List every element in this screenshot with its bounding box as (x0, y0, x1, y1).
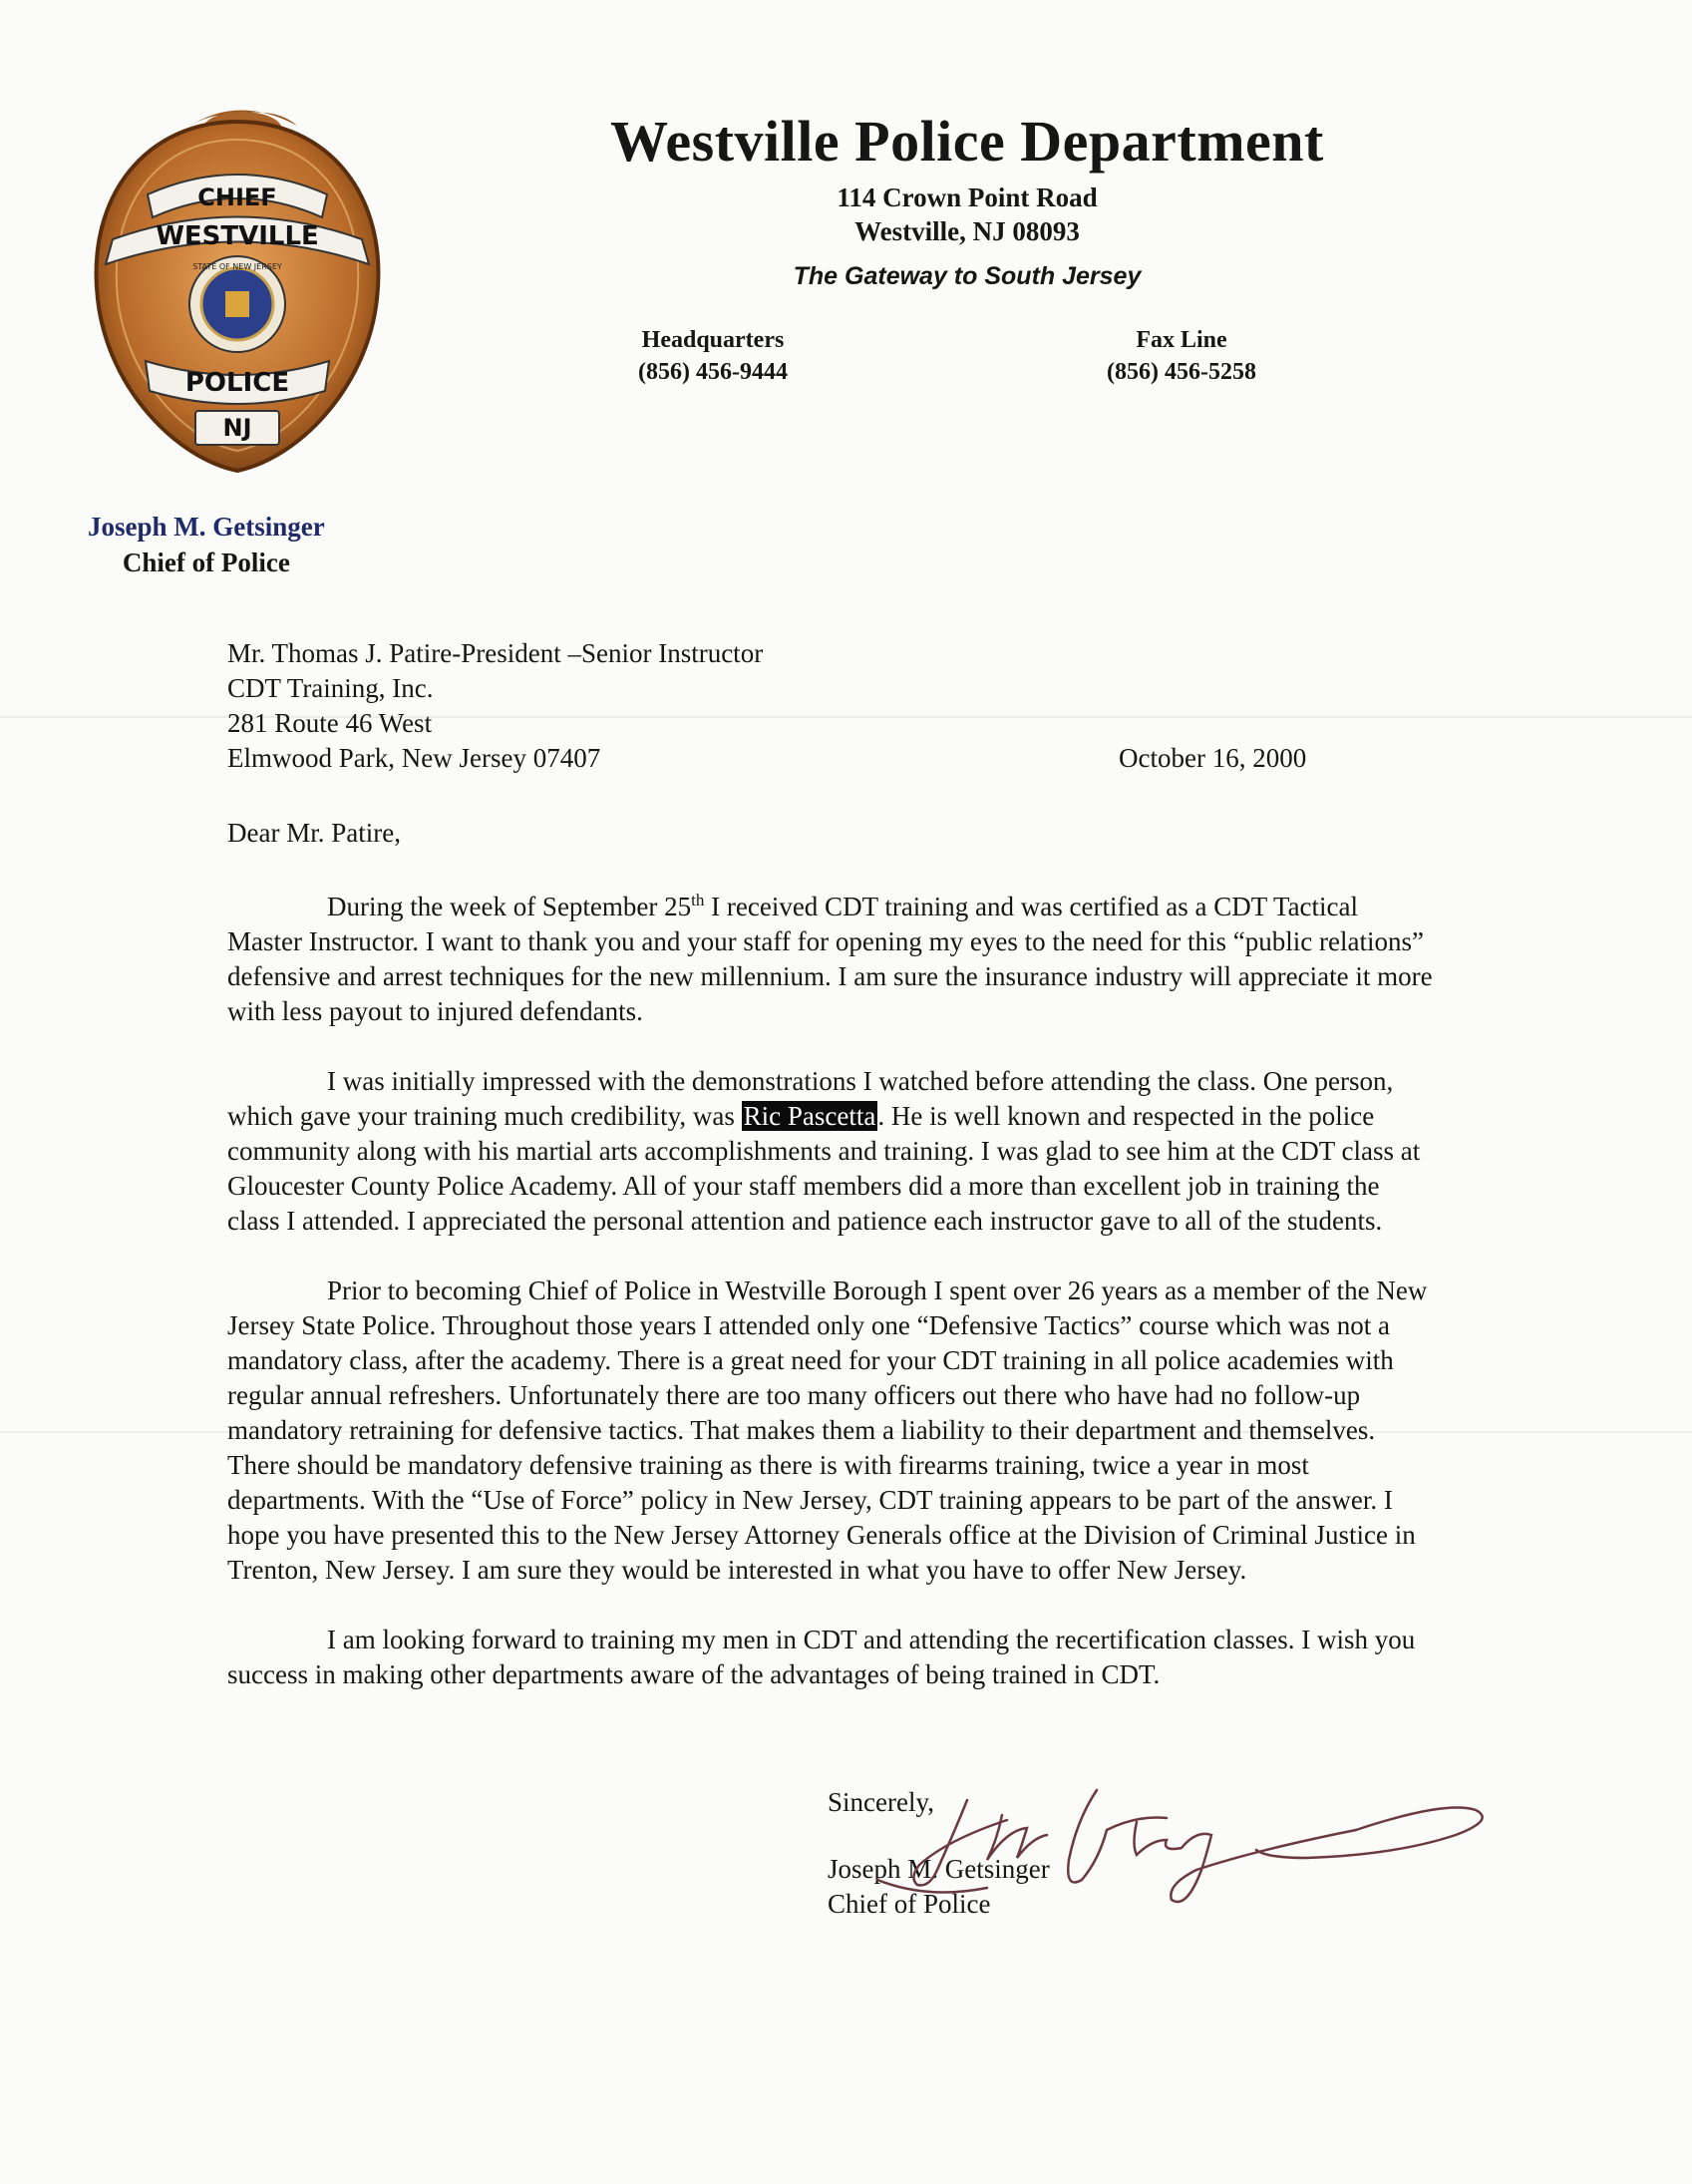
recipient-line-4: Elmwood Park, New Jersey 07407 (227, 743, 601, 773)
chief-name: Joseph M. Getsinger (88, 512, 325, 542)
paragraph-1-text-b: I received CDT training and was certified as a CDT Tactical Master Instructor. I want to thank you and your staff for opening my eyes to the need for this “public relations” defensive and arrest techniques for the new millennium. I am sure the insurance industry will appreciate it more with less payout to injured defendants. (227, 892, 1433, 1026)
chief-block (88, 509, 325, 580)
signer-name: Joseph M. Getsinger (828, 1854, 1050, 1884)
recipient-line-2: CDT Training, Inc. (227, 673, 434, 703)
chief-title: Chief of Police (122, 547, 290, 577)
paragraph-1-text-a: During the week of September 25 (327, 892, 692, 921)
department-motto: The Gateway to South Jersey (793, 262, 1142, 290)
paragraph-2-text-a: I was initially impressed with the demonstrations I watched before attending the class. One person, which gave your training much credibility, was (227, 1066, 1394, 1131)
fax-phone: (856) 456-5258 (1107, 359, 1256, 385)
department-name: Westville Police Department (610, 109, 1324, 174)
letterhead (518, 108, 1416, 291)
paragraph-4: I am looking forward to training my men in CDT and attending the recertification classes. I wish you success in making other departments aware of the advantages of being trained in CDT. (227, 1625, 1416, 1689)
fax-label: Fax Line (1136, 327, 1227, 353)
signer-title: Chief of Police (828, 1889, 991, 1919)
headquarters-phone: (856) 456-9444 (638, 359, 788, 385)
badge-nj-text: NJ (222, 414, 252, 442)
recipient-line-1: Mr. Thomas J. Patire-President –Senior Instructor (227, 638, 764, 668)
recipient-address (227, 636, 763, 776)
valediction: Sincerely, (828, 1787, 934, 1817)
headquarters-label: Headquarters (641, 327, 785, 353)
badge-seal-text: STATE OF NEW JERSEY (192, 262, 282, 271)
letter-date: October 16, 2000 (1119, 743, 1307, 773)
police-badge-logo (78, 100, 397, 479)
paragraph-1 (227, 883, 1434, 1029)
headquarters-contact (638, 324, 788, 388)
highlighted-name: Ric Pascetta (743, 1101, 876, 1131)
handwritten-signature (838, 1760, 1496, 1920)
address-line-2: Westville, NJ 08093 (854, 216, 1080, 246)
address-line-1: 114 Crown Point Road (837, 182, 1098, 212)
letter-body (227, 883, 1434, 1727)
badge-westville-text: WESTVILLE (156, 221, 319, 251)
ordinal-suffix: th (691, 891, 705, 910)
paragraph-3: Prior to becoming Chief of Police in Westville Borough I spent over 26 years as a member of the New Jersey State Police. Throughout those years I attended only one “Defensive Tactics” course which was not a mandatory class, after the academy. There is a great need for your CDT training in all police academies with regular annual refreshers. Unfortunately there are too many officers out there who have had no follow-up mandatory retraining for defensive tactics. That makes them a liability to their department and themselves. There should be mandatory defensive training as there is with firearms training, twice a year in most departments. With the “Use of Force” policy in New Jersey, CDT training appears to be part of the answer. I hope you have presented this to the New Jersey Attorney Generals office at the Division of Criminal Justice in Trenton, New Jersey. I am sure they would be interested in what you have to offer New Jersey. (227, 1275, 1428, 1585)
badge-police-text: POLICE (184, 368, 290, 398)
fax-contact (1107, 324, 1256, 388)
salutation: Dear Mr. Patire, (227, 818, 401, 848)
paragraph-2 (227, 1064, 1434, 1239)
paragraph-2-text-b: . He is well known and respected in the police community along with his martial arts accomplishments and training. I was glad to see him at the CDT class at Gloucester County Police Academy. All of your staff members did a more than excellent job in training the class I attended. I appreciated the personal attention and patience each instructor gave to all of the students. (227, 1101, 1421, 1236)
department-address (518, 181, 1416, 248)
badge-chief-text: CHIEF (197, 183, 277, 211)
recipient-line-3: 281 Route 46 West (227, 708, 433, 738)
